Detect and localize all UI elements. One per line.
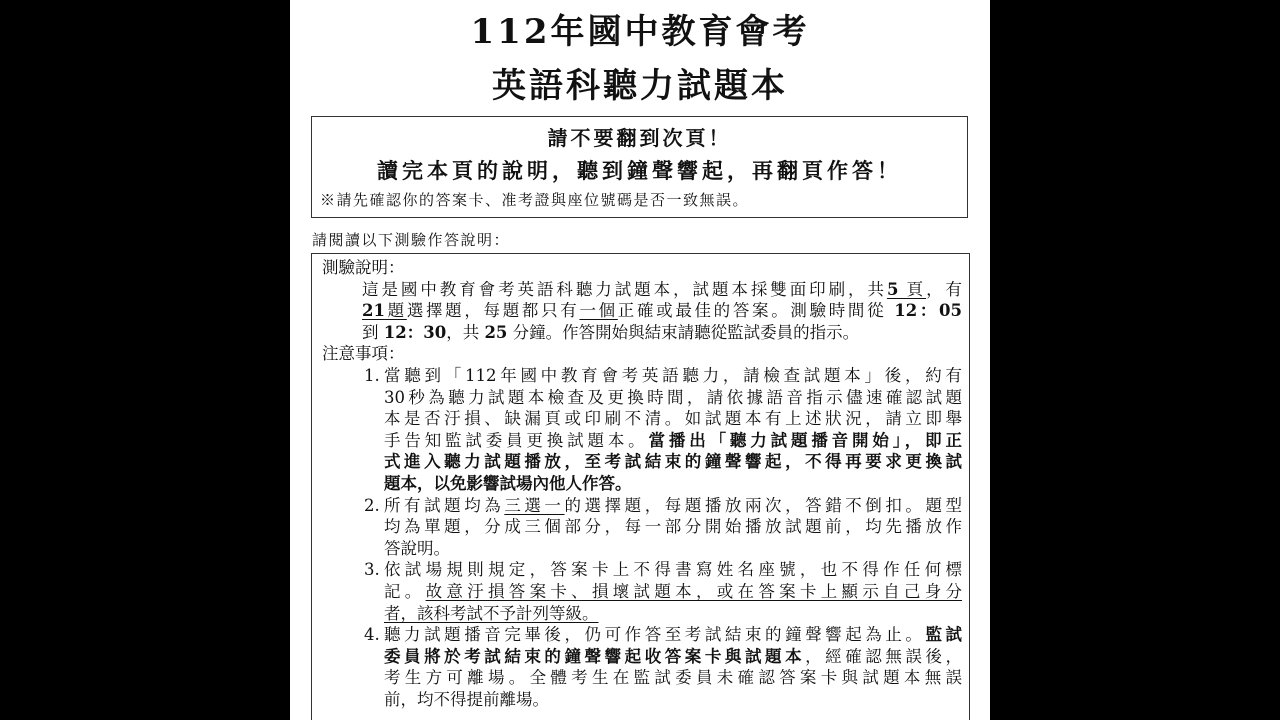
text-line xyxy=(384,538,962,560)
text-run: 聽力試題播音完畢後，仍可作答至考試結束的鐘聲響起為止。 xyxy=(384,625,926,645)
text-run: 正確或最佳的答案。測驗時間從 xyxy=(617,301,895,321)
text-run: 均為單題，分成三個部分，每一部分開始播放試題前，均先播放作 xyxy=(384,517,962,537)
text-run: 一個 xyxy=(579,301,618,321)
text-run: 本是否汙損、缺漏頁或印刷不清。如試題本有上述狀況，請立即舉 xyxy=(384,409,962,429)
text-run: ，經確認無誤後， xyxy=(805,646,963,666)
text-line xyxy=(384,689,962,711)
text-run: 委員將於考試結束的鐘聲響起收答案卡與試題本 xyxy=(384,646,806,666)
text-line xyxy=(384,667,962,689)
text-run: 頁 xyxy=(898,279,927,299)
text-line xyxy=(384,387,962,409)
text-run: ，共 xyxy=(446,322,485,342)
text-run: 依試場規則規定，答案卡上不得書寫姓名座號，也不得作任何標 xyxy=(384,560,962,580)
text-run: ，有 xyxy=(926,279,963,299)
text-run: 12：05 xyxy=(894,301,962,321)
instructions-box xyxy=(311,253,970,720)
text-run: 題 xyxy=(384,301,407,321)
text-line xyxy=(362,322,962,344)
warning-headline: 請不要翻到次頁！ xyxy=(547,126,732,150)
text-line xyxy=(364,495,963,517)
text-line xyxy=(384,451,962,473)
text-line xyxy=(384,408,962,430)
text-run: 者，該科考試不予計列等級。 xyxy=(384,603,599,623)
text-run: 選擇題，每題都只有 xyxy=(406,301,580,321)
notices-label: 注意事項： xyxy=(322,344,405,364)
exam-page xyxy=(290,0,990,720)
text-run: 當播出「聽力試題播音開始」，即正 xyxy=(648,430,963,450)
notice-number: 2. xyxy=(364,495,380,515)
text-run: 分鐘。作答開始與結束請聽從監試委員的指示。 xyxy=(507,322,860,342)
text-run: 25 xyxy=(484,322,508,342)
exam-title: 112年國中教育會考 xyxy=(470,12,810,52)
text-line xyxy=(384,430,962,452)
exam-subtitle: 英語科聽力試題本 xyxy=(492,66,788,106)
text-line xyxy=(384,516,962,538)
text-run: 記。 xyxy=(384,581,426,601)
text-line xyxy=(384,603,962,625)
text-run: 這是國中教育會考英語科聽力試題本，試題本採雙面印刷，共 xyxy=(362,279,887,299)
warning-box xyxy=(311,116,968,218)
notice-number: 1. xyxy=(364,365,380,385)
text-run: 12：30 xyxy=(383,322,447,342)
text-run: 到 xyxy=(362,322,384,342)
text-run: 答說明。 xyxy=(384,538,450,558)
warning-note: ※請先確認你的答案卡、准考證與座位號碼是否一致無誤。 xyxy=(320,191,750,209)
text-run: 考生方可離場。全體考生在監試委員未確認答案卡與試題本無誤 xyxy=(384,668,962,688)
text-line xyxy=(364,559,962,581)
text-run: 監試 xyxy=(925,625,963,645)
description-label: 測驗說明： xyxy=(322,258,405,277)
text-run: 式進入聽力試題播放，至考試結束的鐘聲響起，不得再要求更換試 xyxy=(384,452,962,472)
text-line xyxy=(384,646,962,668)
text-line xyxy=(362,300,962,322)
warning-instruction: 讀完本頁的說明，聽到鐘聲響起，再翻頁作答！ xyxy=(377,158,902,183)
text-run: 所有試題均為 xyxy=(384,495,505,515)
text-run: 30秒為聽力試題本檢查及更換時間，請依據語音指示儘速確認試題 xyxy=(384,387,962,407)
text-line xyxy=(384,581,962,603)
text-line xyxy=(384,473,962,495)
text-run: 故意汙損答案卡、損壞試題本，或在答案卡上顯示自己身分 xyxy=(425,581,963,601)
text-run: 的選擇題，每題播放兩次，答錯不倒扣。題型 xyxy=(564,495,963,515)
text-run: 題本，以免影響試場內他人作答。 xyxy=(384,473,632,493)
read-instructions-label: 請閱讀以下測驗作答說明： xyxy=(312,231,511,249)
text-line xyxy=(362,279,962,301)
text-line xyxy=(364,365,962,387)
text-run: 當聽到「112年國中教育會考英語聽力，請檢查試題本」後，約有 xyxy=(384,365,962,385)
notice-number: 3. xyxy=(364,560,380,580)
notice-number: 4. xyxy=(364,625,380,645)
text-run: 三選一 xyxy=(504,495,565,515)
text-line xyxy=(364,624,963,646)
text-run: 5 xyxy=(886,279,899,299)
text-run: 21 xyxy=(362,301,385,321)
text-run: 手告知監試委員更換試題本。 xyxy=(384,430,649,450)
text-run: 前，均不得提前離場。 xyxy=(384,689,549,709)
